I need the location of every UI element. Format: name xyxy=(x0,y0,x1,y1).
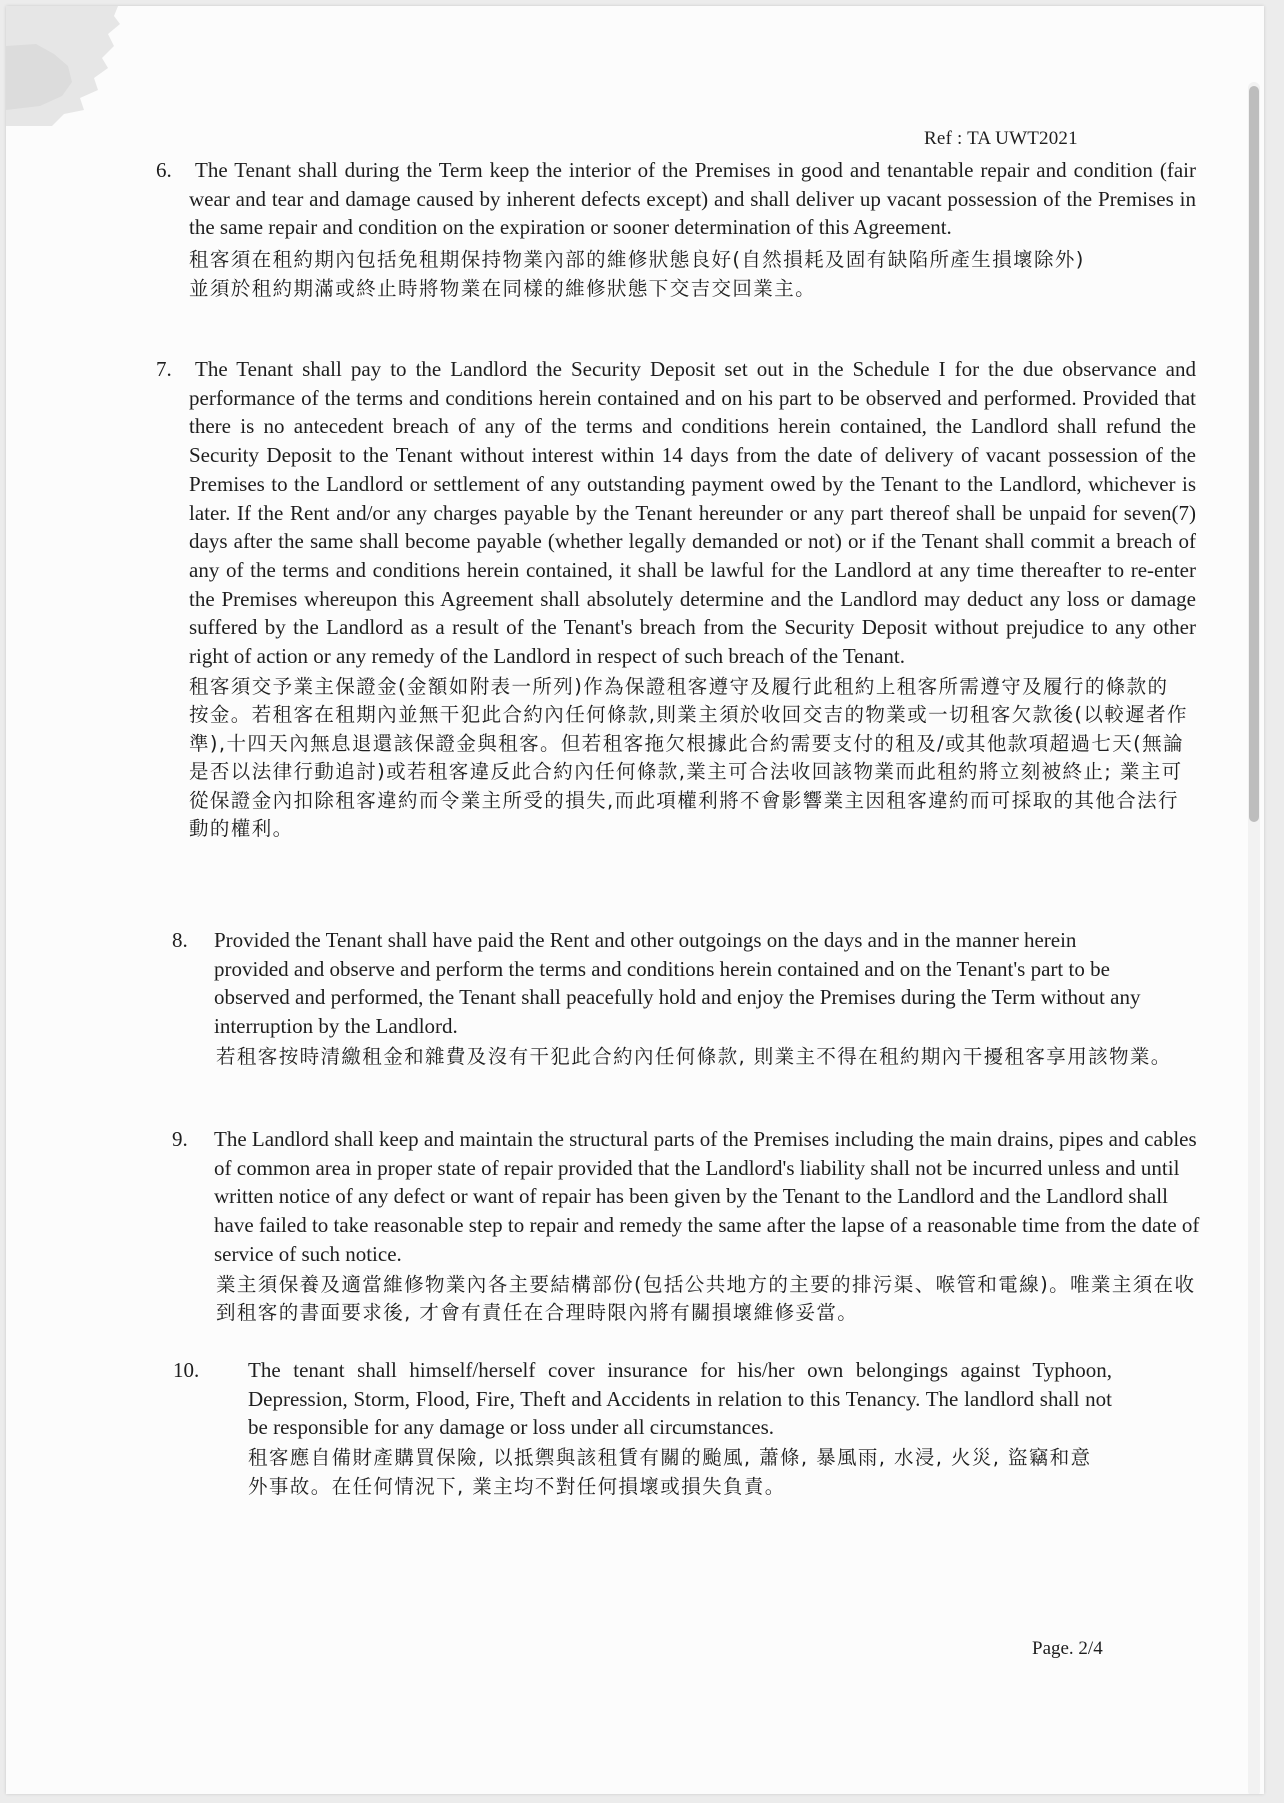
clause-chinese-text: 若租客按時清繳租金和雜費及沒有干犯此合約內任何條款, 則業主不得在租約期內干擾租客享用該物業。 xyxy=(216,1044,1172,1068)
clause-chinese-text: 業主須保養及適當維修物業內各主要結構部份(包括公共地方的主要的排污渠、喉管和電線)。唯業主須在收到租客的書面要求後, 才會有責任在合理時限內將有關損壞維修妥當。 xyxy=(216,1272,1196,1325)
clause-english-text: The tenant shall himself/herself cover insurance for his/her own belongings against Typhoon, Depression, Storm, Flood, Fire, Theft and Accidents in relation to this Tenancy. The landlord shall not be responsible for any damage or loss under all circumstances. xyxy=(248,1358,1112,1440)
clause-chinese-text: 租客須交予業主保證金(金額如附表一所列)作為保證租客遵守及履行此租約上租客所需遵守及履行的條款的按金。若租客在租期內並無干犯此合約內任何條款,則業主須於收回交吉的物業或一切租客欠款後(以較遲者作準),十四天內無息退還該保證金與租客。但若租客拖欠根據此合約需要支付的租及/或其他款項超過七天(無論是否以法律行動追討)或若租客違反此合約內任何條款,業主可合法收回該物業而此租約將立刻被終止; 業主可從保證金內扣除租客違約而令業主所受的損失,而此項權利將不會影響業主因租客違約而可採取的其他合法行動的權利。 xyxy=(189,674,1188,841)
scrollbar-thumb[interactable] xyxy=(1249,86,1259,822)
clause-number: 6. xyxy=(156,158,172,182)
clause-number: 9. xyxy=(172,1127,188,1151)
clause-number: 7. xyxy=(156,357,172,381)
clause-6 xyxy=(156,156,1196,303)
clause-chinese-text: 租客應自備財產購買保險, 以抵禦與該租賃有關的颱風, 蕭條, 暴風雨, 水浸, 火災, 盜竊和意外事故。在任何情況下, 業主均不對任何損壞或損失負責。 xyxy=(248,1446,1092,1498)
document-page xyxy=(6,6,1264,1794)
torn-corner-mark xyxy=(6,6,136,126)
page-number: Page. 2/4 xyxy=(1032,1638,1103,1659)
clause-english-text: Provided the Tenant shall have paid the Rent and other outgoings on the days and in the manner herein provided and observe and perform the terms and conditions herein contained and on the Tenant's part to be observed and performed, the Tenant shall peacefully hold and enjoy the Premises during the Term without any interruption by the Landlord. xyxy=(214,928,1141,1039)
clause-7 xyxy=(156,355,1196,844)
clause-english-text: The Tenant shall during the Term keep the interior of the Premises in good and tenantable repair and condition (fair wear and tear and damage caused by inherent defects except) and shall deliver up vacant possession of the Premises in the same repair and condition on the expiration or sooner determination of this Agreement. xyxy=(189,158,1196,240)
clause-chinese-text: 租客須在租約期內包括免租期保持物業內部的維修狀態良好(自然損耗及固有缺陷所產生損壞除外) 並須於租約期滿或終止時將物業在同樣的維修狀態下交吉交回業主。 xyxy=(189,248,1085,300)
clause-english-text: The Tenant shall pay to the Landlord the Security Deposit set out in the Schedule I for the due observance and performance of the terms and conditions herein contained and on his part to be observed and performed. Provided that there is no antecedent breach of any of the terms and conditions herein contained, the Landlord shall refund the Security Deposit to the Tenant without interest within 14 days from the date of delivery of vacant possession of the Premises to the Landlord or settlement of any outstanding payment owed by the Tenant to the Landlord, whichever is later. If the Rent and/or any charges payable by the Tenant hereunder or any part thereof shall be unpaid for seven(7) days after the same shall become payable (whether legally demanded or not) or if the Tenant shall commit a breach of any of the terms and conditions herein contained, it shall be lawful for the Landlord at any time thereafter to re-enter the Premises whereupon this Agreement shall absolutely determine and the Landlord may deduct any loss or damage suffered by the Landlord as a result of the Tenant's breach from the Security Deposit without prejudice to any other right of action or any remedy of the Landlord in respect of such breach of the Tenant. xyxy=(189,357,1196,669)
clause-number: 8. xyxy=(172,928,188,952)
clause-9 xyxy=(172,1125,1201,1328)
reference-number: Ref : TA UWT2021 xyxy=(924,128,1078,149)
clause-number: 10. xyxy=(173,1358,200,1382)
clause-8 xyxy=(172,926,1192,1071)
clause-10 xyxy=(173,1356,1112,1501)
clause-english-text: The Landlord shall keep and maintain the structural parts of the Premises including the main drains, pipes and cables of common area in proper state of repair provided that the Landlord's liability shall not be incurred unless and until written notice of any defect or want of repair has been given by the Tenant to the Landlord and the Landlord shall have failed to take reasonable step to repair and remedy the same after the lapse of a reasonable time from the date of service of such notice. xyxy=(214,1127,1200,1266)
